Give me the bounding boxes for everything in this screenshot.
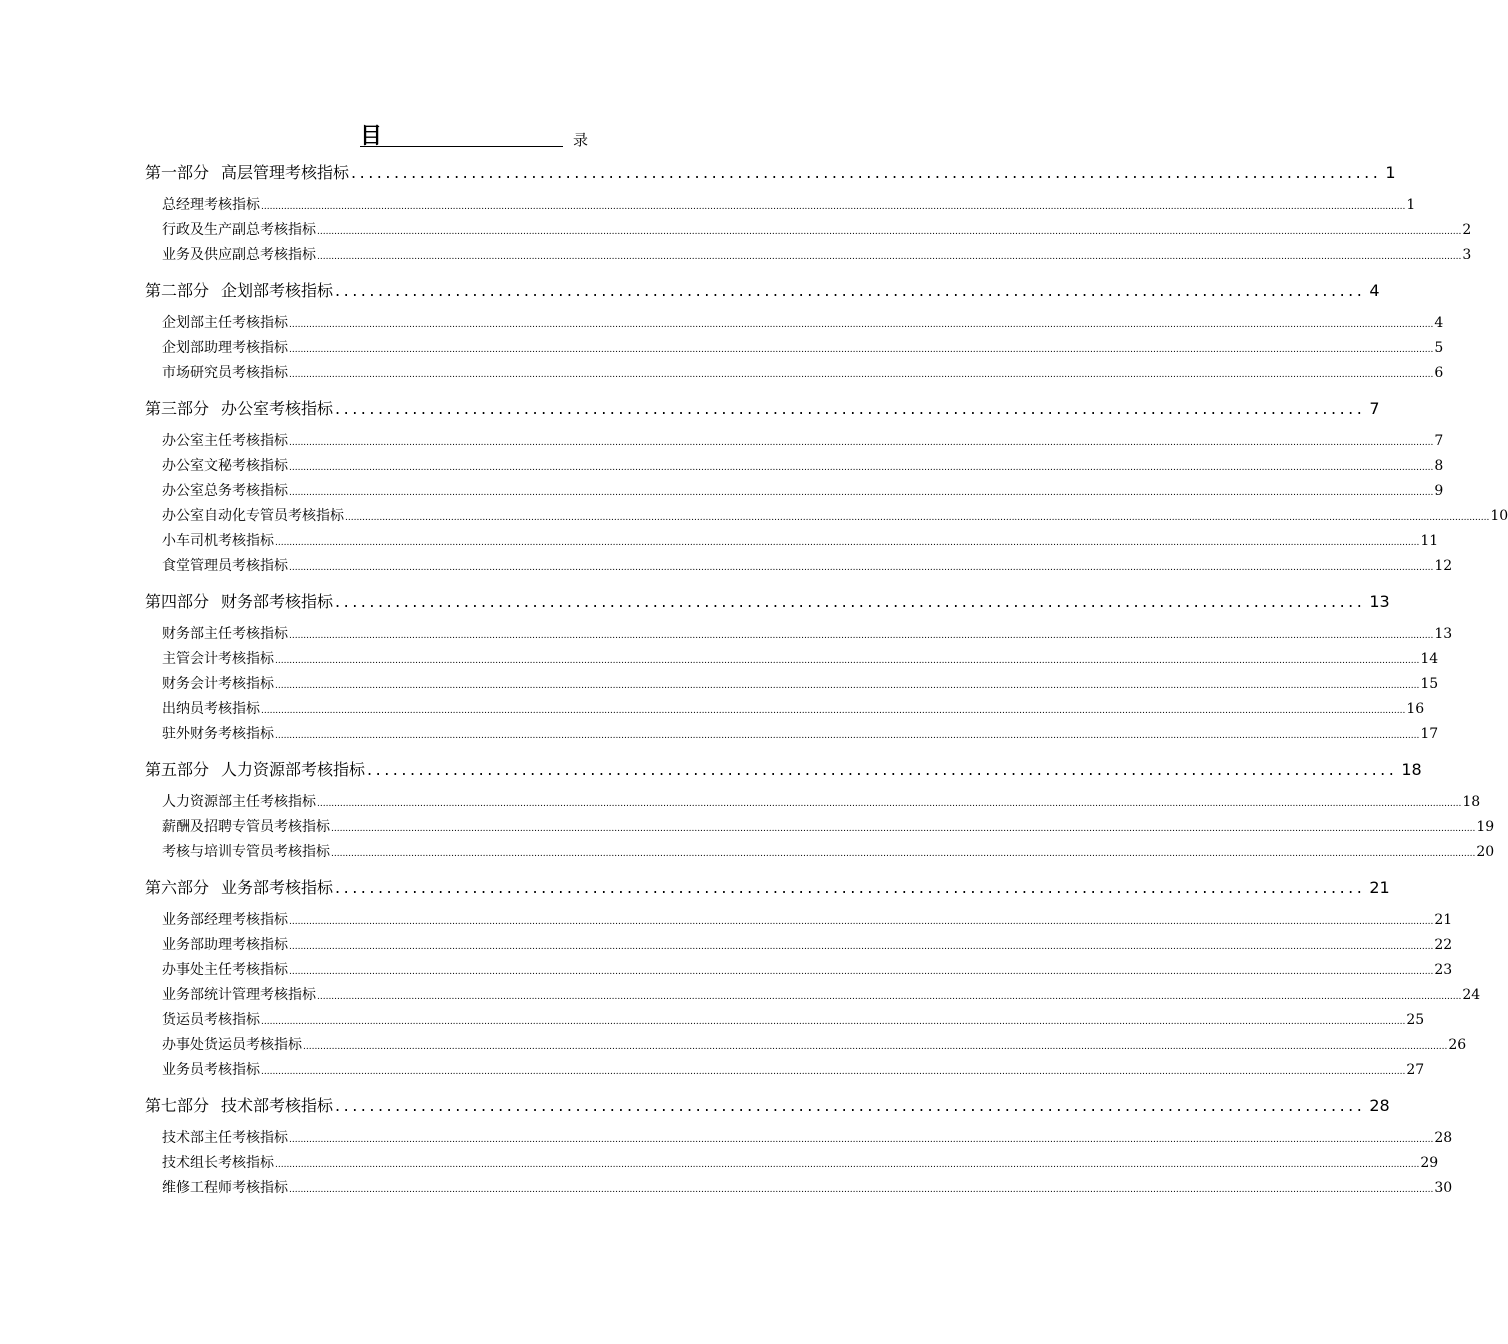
dot-leader: ................................................................................................................................................................................................................................................................................................................................................................................................................ (289, 345, 1434, 355)
part-page-number: 18 (1401, 760, 1422, 779)
toc-item-entry[interactable] (145, 908, 1453, 933)
dot-leader: ................................................................................................................................................................................................................................................................................................................................................................................................................ (275, 731, 1420, 741)
item-title: 食堂管理员考核指标 (162, 558, 288, 574)
part-title: 技术部考核指标 (221, 1096, 334, 1115)
toc-item-entry[interactable] (145, 454, 1444, 479)
toc-item-entry[interactable] (145, 1033, 1467, 1058)
dot-leader: ................................................................................................................................................................................................................................................................................................................................................................................................................ (261, 706, 1406, 716)
part-page-number: 28 (1369, 1096, 1390, 1115)
part-title: 办公室考核指标 (221, 399, 334, 418)
dot-leader: ................................................................................................................................................................................................................................................................................................................................................................................................................ (289, 1135, 1434, 1145)
item-page-number: 8 (1434, 458, 1444, 474)
toc-item-entry[interactable] (145, 529, 1439, 554)
title-underline (360, 146, 563, 147)
item-page-number: 1 (1406, 197, 1416, 213)
item-title: 业务部经理考核指标 (162, 912, 288, 928)
item-page-number: 19 (1476, 819, 1495, 835)
item-page-number: 17 (1420, 726, 1439, 742)
toc-item-entry[interactable] (145, 1126, 1453, 1151)
item-title: 办公室总务考核指标 (162, 483, 288, 499)
item-title: 办公室自动化专管员考核指标 (162, 508, 344, 524)
item-page-number: 21 (1434, 912, 1453, 928)
toc-item-entry[interactable] (145, 193, 1416, 218)
toc-item-entry[interactable] (145, 1008, 1425, 1033)
item-title: 技术组长考核指标 (162, 1155, 274, 1171)
part-title: 财务部考核指标 (221, 592, 334, 611)
table-of-contents (145, 160, 1508, 1201)
item-page-number: 6 (1434, 365, 1444, 381)
item-title: 业务部统计管理考核指标 (162, 987, 316, 1003)
item-page-number: 28 (1434, 1130, 1453, 1146)
dot-leader: ........................................................................................................................ (335, 281, 1366, 300)
toc-title-main: 目 (360, 124, 383, 149)
item-title: 财务部主任考核指标 (162, 626, 288, 642)
item-title: 办公室主任考核指标 (162, 433, 288, 449)
item-page-number: 18 (1462, 794, 1481, 810)
part-number: 第一部分 (145, 163, 210, 182)
toc-item-entry[interactable] (145, 243, 1472, 268)
dot-leader: ................................................................................................................................................................................................................................................................................................................................................................................................................ (275, 656, 1420, 666)
part-title: 高层管理考核指标 (221, 163, 350, 182)
item-page-number: 25 (1406, 1012, 1425, 1028)
item-page-number: 12 (1434, 558, 1453, 574)
dot-leader: ................................................................................................................................................................................................................................................................................................................................................................................................................ (289, 563, 1434, 573)
dot-leader: ................................................................................................................................................................................................................................................................................................................................................................................................................ (289, 917, 1434, 927)
part-page-number: 7 (1369, 399, 1380, 418)
dot-leader: ........................................................................................................................ (335, 1096, 1366, 1115)
item-page-number: 13 (1434, 626, 1453, 642)
item-page-number: 23 (1434, 962, 1453, 978)
part-page-number: 4 (1369, 281, 1380, 300)
part-number: 第七部分 (145, 1096, 210, 1115)
dot-leader: ................................................................................................................................................................................................................................................................................................................................................................................................................ (289, 967, 1434, 977)
item-page-number: 9 (1434, 483, 1444, 499)
item-title: 业务部助理考核指标 (162, 937, 288, 953)
item-title: 维修工程师考核指标 (162, 1180, 288, 1196)
toc-item-entry[interactable] (145, 479, 1444, 504)
item-page-number: 27 (1406, 1062, 1425, 1078)
dot-leader: ................................................................................................................................................................................................................................................................................................................................................................................................................ (317, 799, 1462, 809)
toc-item-entry[interactable] (145, 647, 1439, 672)
item-title: 财务会计考核指标 (162, 676, 274, 692)
item-title: 出纳员考核指标 (162, 701, 260, 717)
toc-part-entry[interactable] (145, 589, 1390, 615)
part-number: 第四部分 (145, 592, 210, 611)
item-page-number: 29 (1420, 1155, 1439, 1171)
part-number: 第二部分 (145, 281, 210, 300)
item-page-number: 15 (1420, 676, 1439, 692)
toc-item-entry[interactable] (145, 311, 1444, 336)
item-page-number: 22 (1434, 937, 1453, 953)
dot-leader: ................................................................................................................................................................................................................................................................................................................................................................................................................ (275, 538, 1420, 548)
dot-leader: ................................................................................................................................................................................................................................................................................................................................................................................................................ (289, 320, 1434, 330)
toc-item-entry[interactable] (145, 790, 1481, 815)
item-title: 人力资源部主任考核指标 (162, 794, 316, 810)
toc-item-entry[interactable] (145, 554, 1453, 579)
item-title: 行政及生产副总考核指标 (162, 222, 316, 238)
dot-leader: ................................................................................................................................................................................................................................................................................................................................................................................................................ (317, 992, 1462, 1002)
item-title: 货运员考核指标 (162, 1012, 260, 1028)
part-page-number: 13 (1369, 592, 1390, 611)
dot-leader: ........................................................................................................................ (351, 163, 1382, 182)
dot-leader: ................................................................................................................................................................................................................................................................................................................................................................................................................ (289, 463, 1434, 473)
dot-leader: ................................................................................................................................................................................................................................................................................................................................................................................................................ (289, 631, 1434, 641)
item-page-number: 30 (1434, 1180, 1453, 1196)
part-number: 第六部分 (145, 878, 210, 897)
item-title: 办事处货运员考核指标 (162, 1037, 302, 1053)
item-page-number: 11 (1420, 533, 1439, 549)
item-title: 业务及供应副总考核指标 (162, 247, 316, 263)
dot-leader: ................................................................................................................................................................................................................................................................................................................................................................................................................ (289, 942, 1434, 952)
item-page-number: 4 (1434, 315, 1444, 331)
item-page-number: 7 (1434, 433, 1444, 449)
toc-item-entry[interactable] (145, 958, 1453, 983)
item-title: 主管会计考核指标 (162, 651, 274, 667)
toc-item-entry[interactable] (145, 1176, 1453, 1201)
item-title: 业务员考核指标 (162, 1062, 260, 1078)
toc-part-entry[interactable] (145, 875, 1390, 901)
toc-item-entry[interactable] (145, 218, 1472, 243)
toc-item-entry[interactable] (145, 815, 1495, 840)
part-title: 企划部考核指标 (221, 281, 334, 300)
toc-item-entry[interactable] (145, 697, 1425, 722)
dot-leader: ................................................................................................................................................................................................................................................................................................................................................................................................................ (261, 202, 1406, 212)
toc-item-entry[interactable] (145, 1151, 1439, 1176)
dot-leader: ........................................................................................................................ (335, 399, 1366, 418)
toc-item-entry[interactable] (145, 672, 1439, 697)
toc-item-entry[interactable] (145, 361, 1444, 386)
item-title: 技术部主任考核指标 (162, 1130, 288, 1146)
dot-leader: ................................................................................................................................................................................................................................................................................................................................................................................................................ (317, 252, 1462, 262)
toc-item-entry[interactable] (145, 983, 1481, 1008)
dot-leader: ................................................................................................................................................................................................................................................................................................................................................................................................................ (303, 1042, 1448, 1052)
dot-leader: ................................................................................................................................................................................................................................................................................................................................................................................................................ (289, 488, 1434, 498)
dot-leader: ................................................................................................................................................................................................................................................................................................................................................................................................................ (261, 1067, 1406, 1077)
item-title: 总经理考核指标 (162, 197, 260, 213)
part-number: 第三部分 (145, 399, 210, 418)
dot-leader: ................................................................................................................................................................................................................................................................................................................................................................................................................ (275, 1160, 1420, 1170)
item-title: 企划部助理考核指标 (162, 340, 288, 356)
item-title: 小车司机考核指标 (162, 533, 274, 549)
toc-item-entry[interactable] (145, 1058, 1425, 1083)
dot-leader: ................................................................................................................................................................................................................................................................................................................................................................................................................ (331, 849, 1476, 859)
toc-part-entry[interactable] (145, 160, 1396, 186)
toc-item-entry[interactable] (145, 504, 1508, 529)
dot-leader: ................................................................................................................................................................................................................................................................................................................................................................................................................ (289, 1185, 1434, 1195)
toc-item-entry[interactable] (145, 622, 1453, 647)
part-number: 第五部分 (145, 760, 210, 779)
part-title: 人力资源部考核指标 (221, 760, 366, 779)
item-title: 办事处主任考核指标 (162, 962, 288, 978)
toc-part-entry[interactable] (145, 396, 1380, 422)
dot-leader: ................................................................................................................................................................................................................................................................................................................................................................................................................ (289, 438, 1434, 448)
part-page-number: 21 (1369, 878, 1390, 897)
toc-title-sub: 录 (573, 131, 589, 149)
dot-leader: ........................................................................................................................ (335, 878, 1366, 897)
dot-leader: ................................................................................................................................................................................................................................................................................................................................................................................................................ (289, 370, 1434, 380)
dot-leader: ................................................................................................................................................................................................................................................................................................................................................................................................................ (331, 824, 1476, 834)
dot-leader: ................................................................................................................................................................................................................................................................................................................................................................................................................ (261, 1017, 1406, 1027)
toc-part-entry[interactable] (145, 757, 1422, 783)
toc-part-entry[interactable] (145, 278, 1380, 304)
item-page-number: 14 (1420, 651, 1439, 667)
item-page-number: 10 (1490, 508, 1508, 524)
dot-leader: ........................................................................................................................ (335, 592, 1366, 611)
item-page-number: 20 (1476, 844, 1495, 860)
toc-title (360, 124, 600, 152)
item-page-number: 5 (1434, 340, 1444, 356)
item-page-number: 16 (1406, 701, 1425, 717)
part-title: 业务部考核指标 (221, 878, 334, 897)
toc-item-entry[interactable] (145, 933, 1453, 958)
item-page-number: 2 (1462, 222, 1472, 238)
item-title: 薪酬及招聘专管员考核指标 (162, 819, 330, 835)
item-page-number: 3 (1462, 247, 1472, 263)
toc-item-entry[interactable] (145, 336, 1444, 361)
part-page-number: 1 (1385, 163, 1396, 182)
dot-leader: ................................................................................................................................................................................................................................................................................................................................................................................................................ (345, 513, 1490, 523)
item-page-number: 26 (1448, 1037, 1467, 1053)
dot-leader: ................................................................................................................................................................................................................................................................................................................................................................................................................ (317, 227, 1462, 237)
item-title: 企划部主任考核指标 (162, 315, 288, 331)
toc-part-entry[interactable] (145, 1093, 1390, 1119)
item-title: 考核与培训专管员考核指标 (162, 844, 330, 860)
item-title: 办公室文秘考核指标 (162, 458, 288, 474)
item-title: 市场研究员考核指标 (162, 365, 288, 381)
toc-item-entry[interactable] (145, 722, 1439, 747)
toc-item-entry[interactable] (145, 840, 1495, 865)
dot-leader: ................................................................................................................................................................................................................................................................................................................................................................................................................ (275, 681, 1420, 691)
item-page-number: 24 (1462, 987, 1481, 1003)
toc-item-entry[interactable] (145, 429, 1444, 454)
item-title: 驻外财务考核指标 (162, 726, 274, 742)
dot-leader: ........................................................................................................................ (367, 760, 1398, 779)
